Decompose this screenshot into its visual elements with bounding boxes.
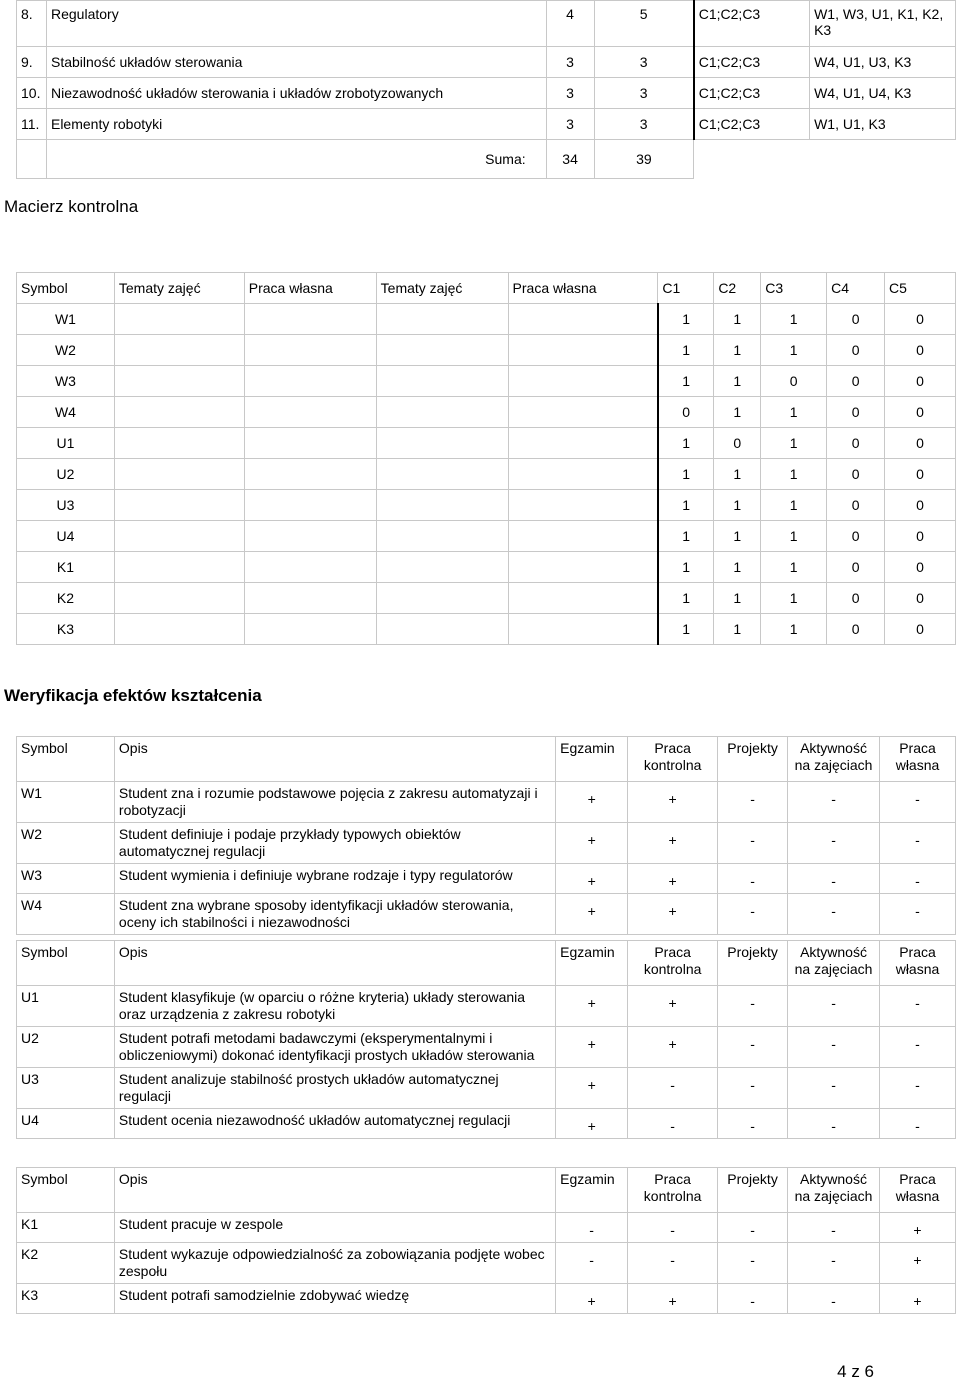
matrix-symbol: U1 [17,428,115,459]
verification-header-praca-wlasna: Praca własna [880,941,956,986]
matrix-empty-cell [508,552,658,583]
verification-mark: + [628,782,718,823]
verification-header-row [17,941,956,986]
table-row [17,1213,956,1243]
matrix-empty-cell [244,428,376,459]
verification-mark: + [628,894,718,935]
effect-symbol: K3 [17,1284,115,1314]
matrix-value: 0 [885,583,956,614]
verification-header-praca-wlasna: Praca własna [880,737,956,782]
matrix-empty-cell [376,428,508,459]
verification-mark: - [880,782,956,823]
verification-mark: - [788,823,880,864]
matrix-empty-cell [244,490,376,521]
verification-mark: - [880,894,956,935]
matrix-value: 1 [761,304,827,335]
matrix-empty-cell [508,583,658,614]
matrix-empty-cell [244,552,376,583]
matrix-symbol: W1 [17,304,115,335]
course-number: 10. [17,78,47,109]
matrix-value: 1 [714,459,761,490]
verification-mark: - [718,864,788,894]
matrix-value: 1 [761,552,827,583]
matrix-empty-cell [376,335,508,366]
matrix-value: 1 [658,521,714,552]
matrix-empty-cell [244,366,376,397]
verification-mark: - [788,1109,880,1139]
matrix-body [17,304,956,645]
matrix-empty-cell [508,366,658,397]
matrix-empty-cell [376,397,508,428]
table-row [17,823,956,864]
verification-mark: + [628,1284,718,1314]
verification-header-aktywnosc: Aktywność na zajęciach [788,1168,880,1213]
verification-mark: - [718,1213,788,1243]
matrix-empty-cell [376,304,508,335]
matrix-empty-cell [244,614,376,645]
course-effects: W1, U1, K3 [810,109,956,140]
verification-header-opis: Opis [114,941,555,986]
course-goals: C1;C2;C3 [694,47,810,78]
matrix-empty-cell [508,521,658,552]
matrix-value: 0 [885,428,956,459]
effect-symbol: W4 [17,894,115,935]
verification-mark: + [556,894,628,935]
effect-symbol: W3 [17,864,115,894]
effect-description: Student definiuje i podaje przykłady typowych obiektów automatycznej regulacji [114,823,555,864]
matrix-header: Tematy zajęć [114,273,244,304]
course-hours-a: 3 [546,78,594,109]
matrix-value: 0 [827,583,885,614]
verification-mark: - [788,1027,880,1068]
table-row [17,47,956,78]
course-hours-b: 3 [594,109,694,140]
verification-mark: + [556,986,628,1027]
matrix-empty-cell [114,583,244,614]
verification-mark: + [556,1109,628,1139]
matrix-value: 1 [761,428,827,459]
matrix-symbol: U3 [17,490,115,521]
matrix-header-row [17,273,956,304]
sum-row [17,140,956,179]
matrix-symbol: K3 [17,614,115,645]
verification-header-egzamin: Egzamin [556,1168,628,1213]
verification-mark: + [879,1213,955,1243]
matrix-header: C4 [827,273,885,304]
matrix-symbol: U2 [17,459,115,490]
verification-mark: - [788,894,880,935]
matrix-title: Macierz kontrolna [4,197,139,216]
matrix-row [17,304,956,335]
matrix-value: 1 [658,583,714,614]
matrix-row [17,459,956,490]
verification-header-praca-wlasna: Praca własna [879,1168,955,1213]
verification-header-projekty: Projekty [718,941,788,986]
matrix-empty-cell [508,614,658,645]
course-goals: C1;C2;C3 [694,1,810,47]
matrix-value: 1 [714,614,761,645]
matrix-empty-cell [114,428,244,459]
matrix-row [17,583,956,614]
matrix-row [17,397,956,428]
matrix-empty-cell [244,397,376,428]
verification-mark: - [718,1284,788,1314]
matrix-value: 0 [827,490,885,521]
verification-title: Weryfikacja efektów kształcenia [4,686,262,705]
effect-description: Student klasyfikuje (w oparciu o różne kryteria) układy sterowania oraz urządzenia z zakresu robotyki [114,986,555,1027]
verification-mark: + [628,986,718,1027]
verification-header-praca-kontrolna: Praca kontrolna [628,1168,718,1213]
verification-mark: - [556,1213,628,1243]
verification-mark: + [556,782,628,823]
matrix-empty-cell [376,366,508,397]
course-goals: C1;C2;C3 [694,109,810,140]
matrix-value: 1 [761,397,827,428]
verification-mark: + [556,1068,628,1109]
verification-mark: - [718,823,788,864]
course-name: Stabilność układów sterowania [46,47,546,78]
course-effects: W4, U1, U4, K3 [810,78,956,109]
page-number: 4 z 6 [837,1362,874,1381]
course-hours-a: 3 [546,47,594,78]
course-hours-b: 3 [594,78,694,109]
matrix-symbol: K1 [17,552,115,583]
matrix-value: 0 [885,335,956,366]
matrix-value: 1 [761,521,827,552]
verification-header-row [17,1168,956,1213]
verification-header-opis: Opis [114,1168,555,1213]
course-hours-b: 3 [594,47,694,78]
matrix-value: 1 [761,583,827,614]
matrix-value: 1 [714,521,761,552]
matrix-row [17,335,956,366]
matrix-value: 1 [658,490,714,521]
matrix-value: 0 [885,366,956,397]
matrix-value: 0 [885,521,956,552]
matrix-value: 1 [714,304,761,335]
matrix-header: Tematy zajęć [376,273,508,304]
table-row [17,1284,956,1314]
matrix-empty-cell [508,428,658,459]
matrix-empty-cell [244,521,376,552]
matrix-empty-cell [114,397,244,428]
matrix-symbol: W4 [17,397,115,428]
verification-table-skills [16,940,956,1139]
verification-header-symbol: Symbol [17,1168,115,1213]
effect-symbol: U2 [17,1027,115,1068]
table-row [17,1027,956,1068]
sum-hours-b: 39 [594,140,694,179]
verification-mark: - [788,864,880,894]
verification-table-knowledge [16,736,956,935]
matrix-empty-cell [376,521,508,552]
course-effects: W1, W3, U1, K1, K2, K3 [810,1,956,47]
matrix-empty-cell [376,552,508,583]
verification-header-egzamin: Egzamin [556,737,628,782]
course-number: 11. [17,109,47,140]
verification-mark: - [788,1213,880,1243]
course-table [16,0,956,179]
matrix-value: 1 [658,335,714,366]
matrix-empty-cell [114,335,244,366]
verification-mark: - [880,823,956,864]
matrix-row [17,614,956,645]
matrix-symbol: K2 [17,583,115,614]
verification-mark: - [628,1243,718,1284]
effect-symbol: W1 [17,782,115,823]
course-number: 8. [17,1,47,47]
matrix-header: C3 [761,273,827,304]
matrix-empty-cell [114,366,244,397]
matrix-value: 0 [885,614,956,645]
matrix-value: 0 [885,304,956,335]
course-effects: W4, U1, U3, K3 [810,47,956,78]
matrix-value: 0 [885,397,956,428]
verification-table-competences [16,1167,956,1314]
course-name: Elementy robotyki [46,109,546,140]
course-goals: C1;C2;C3 [694,78,810,109]
matrix-empty-cell [244,459,376,490]
matrix-empty-cell [114,614,244,645]
verification-header-projekty: Projekty [718,1168,788,1213]
effect-symbol: U3 [17,1068,115,1109]
effect-description: Student zna i rozumie podstawowe pojęcia z zakresu automatyzaji i robotyzacji [114,782,555,823]
verification-mark: + [628,1027,718,1068]
verification-header-symbol: Symbol [17,941,115,986]
matrix-empty-cell [244,583,376,614]
matrix-value: 1 [714,490,761,521]
table-row [17,78,956,109]
verification-header-projekty: Projekty [718,737,788,782]
effect-symbol: W2 [17,823,115,864]
matrix-header: Praca własna [244,273,376,304]
verification-mark: - [718,894,788,935]
sum-hours-a: 34 [546,140,594,179]
matrix-row [17,366,956,397]
verification-mark: - [788,986,880,1027]
matrix-value: 1 [658,552,714,583]
matrix-value: 0 [827,552,885,583]
verification-mark: - [718,986,788,1027]
matrix-header: C5 [885,273,956,304]
verification-mark: - [880,986,956,1027]
verification-mark: - [718,1068,788,1109]
table-row [17,1243,956,1284]
verification-header-aktywnosc: Aktywność na zajęciach [788,737,880,782]
verification-mark: + [556,1027,628,1068]
effect-description: Student zna wybrane sposoby identyfikacji układów sterowania, oceny ich stabilności i niezawodności [114,894,555,935]
verification-mark: - [628,1109,718,1139]
verification-header-egzamin: Egzamin [556,941,628,986]
matrix-symbol: W2 [17,335,115,366]
verification-header-opis: Opis [114,737,555,782]
verification-mark: - [556,1243,628,1284]
matrix-value: 0 [714,428,761,459]
sum-label: Suma: [46,140,546,179]
matrix-value: 1 [761,490,827,521]
table-row [17,864,956,894]
matrix-value: 1 [714,552,761,583]
verification-mark: + [879,1243,955,1284]
matrix-empty-cell [244,304,376,335]
verification-mark: - [628,1068,718,1109]
effect-symbol: K1 [17,1213,115,1243]
matrix-value: 0 [827,366,885,397]
matrix-value: 0 [658,397,714,428]
verification-mark: + [628,823,718,864]
table-row [17,782,956,823]
effect-description: Student wymienia i definiuje wybrane rodzaje i typy regulatorów [114,864,555,894]
matrix-empty-cell [508,335,658,366]
verification-mark: - [788,1068,880,1109]
verification-header-row [17,737,956,782]
matrix-header: Praca własna [508,273,658,304]
matrix-header: C2 [714,273,761,304]
control-matrix-table [16,272,956,645]
course-hours-b: 5 [594,1,694,47]
matrix-empty-cell [508,397,658,428]
effect-symbol: U1 [17,986,115,1027]
verification-header-aktywnosc: Aktywność na zajęciach [788,941,880,986]
effect-description: Student wykazuje odpowiedzialność za zobowiązania podjęte wobec zespołu [114,1243,555,1284]
matrix-value: 0 [827,614,885,645]
verification-mark: + [556,823,628,864]
course-name: Regulatory [46,1,546,47]
effect-description: Student potrafi samodzielnie zdobywać wiedzę [114,1284,555,1314]
effect-symbol: U4 [17,1109,115,1139]
matrix-row [17,490,956,521]
matrix-value: 1 [714,335,761,366]
matrix-value: 1 [714,397,761,428]
course-name: Niezawodność układów sterowania i układów zrobotyzowanych [46,78,546,109]
verification-mark: - [788,1243,880,1284]
matrix-value: 0 [827,304,885,335]
matrix-row [17,521,956,552]
verification-mark: - [718,1027,788,1068]
table-row [17,1068,956,1109]
effect-symbol: K2 [17,1243,115,1284]
verification-mark: + [879,1284,955,1314]
matrix-symbol: U4 [17,521,115,552]
matrix-empty-cell [376,583,508,614]
matrix-value: 0 [885,459,956,490]
matrix-empty-cell [114,304,244,335]
matrix-row [17,552,956,583]
effect-description: Student potrafi metodami badawczymi (eksperymentalnymi i obliczeniowymi) dokonać identyfikacji prostych układów sterowania [114,1027,555,1068]
matrix-empty-cell [508,459,658,490]
matrix-value: 0 [827,459,885,490]
matrix-symbol: W3 [17,366,115,397]
course-hours-a: 4 [546,1,594,47]
verification-header-praca-kontrolna: Praca kontrolna [628,941,718,986]
course-hours-a: 3 [546,109,594,140]
verification-mark: - [880,1109,956,1139]
matrix-value: 0 [885,490,956,521]
matrix-value: 1 [658,428,714,459]
matrix-empty-cell [376,459,508,490]
matrix-value: 1 [714,366,761,397]
matrix-value: 1 [761,335,827,366]
matrix-empty-cell [244,335,376,366]
matrix-value: 1 [658,366,714,397]
matrix-value: 1 [658,304,714,335]
table-row [17,109,956,140]
matrix-value: 0 [885,552,956,583]
matrix-empty-cell [376,614,508,645]
matrix-row [17,428,956,459]
table-row [17,1,956,47]
matrix-header: C1 [658,273,714,304]
verification-mark: - [628,1213,718,1243]
matrix-empty-cell [508,490,658,521]
matrix-empty-cell [376,490,508,521]
matrix-empty-cell [114,552,244,583]
matrix-value: 1 [761,459,827,490]
matrix-value: 1 [658,459,714,490]
matrix-header: Symbol [17,273,115,304]
matrix-empty-cell [508,304,658,335]
verification-mark: - [788,1284,880,1314]
matrix-value: 1 [658,614,714,645]
verification-header-symbol: Symbol [17,737,115,782]
matrix-value: 1 [714,583,761,614]
verification-header-praca-kontrolna: Praca kontrolna [628,737,718,782]
verification-mark: - [880,1027,956,1068]
verification-mark: + [556,1284,628,1314]
matrix-value: 1 [761,614,827,645]
effect-description: Student pracuje w zespole [114,1213,555,1243]
matrix-value: 0 [827,335,885,366]
matrix-empty-cell [114,490,244,521]
verification-mark: - [718,1109,788,1139]
matrix-empty-cell [114,459,244,490]
effect-description: Student ocenia niezawodność układów automatycznej regulacji [114,1109,555,1139]
matrix-empty-cell [114,521,244,552]
table-row [17,894,956,935]
table-row [17,986,956,1027]
verification-mark: - [880,864,956,894]
verification-mark: - [788,782,880,823]
matrix-value: 0 [827,521,885,552]
verification-mark: - [880,1068,956,1109]
verification-mark: - [718,1243,788,1284]
matrix-value: 0 [827,428,885,459]
verification-mark: + [556,864,628,894]
effect-description: Student analizuje stabilność prostych układów automatycznej regulacji [114,1068,555,1109]
table-row [17,1109,956,1139]
matrix-value: 0 [827,397,885,428]
verification-mark: - [718,782,788,823]
course-number: 9. [17,47,47,78]
verification-mark: + [628,864,718,894]
matrix-value: 0 [761,366,827,397]
